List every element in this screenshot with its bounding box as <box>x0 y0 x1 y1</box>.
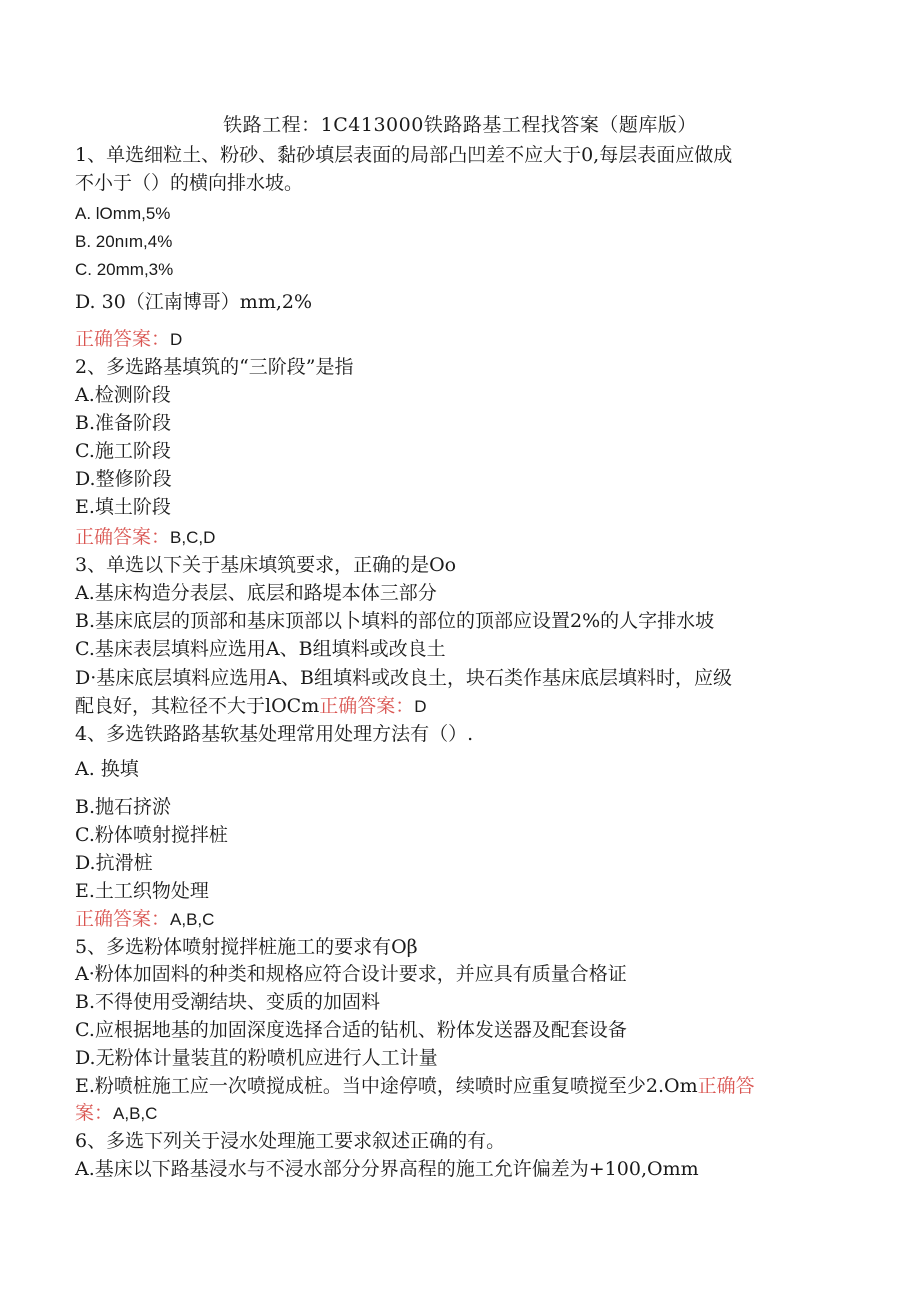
question-1-option-b: B. 20nım,4% <box>75 232 173 251</box>
question-2-answer <box>75 525 845 550</box>
question-4-stem: 4、多选铁路路基软基处理常用处理方法有（）. <box>75 723 474 745</box>
option-e-text: E.粉喷桩施工应一次喷搅成桩。当中途停喷，续喷时应重复喷搅至少2.Om <box>75 1075 698 1097</box>
question-3-option-c: C.基床表层填料应选用A、B组填料或改良土 <box>75 638 446 660</box>
question-5-option-b: B.不得使用受潮结块、变质的加固料 <box>75 991 381 1013</box>
question-4-option-c: C.粉体喷射搅拌桩 <box>75 824 228 846</box>
question-2-option-d: D.整修阶段 <box>75 468 172 490</box>
question-3-option-b: B.基床底层的顶部和基床顶部以卜填料的部位的顶部应设置2%的人字排水坡 <box>75 610 715 632</box>
question-2-stem: 2、多选路基填筑的“三阶段”是指 <box>75 356 354 378</box>
answer-label: 正确答案： <box>75 328 171 350</box>
question-1-stem-line-1: 1、单选细粒土、粉砂、黏砂填层表面的局部凸凹差不应大于0,每层表面应做成 <box>75 144 733 166</box>
answer-value: A,B,C <box>113 1104 158 1123</box>
question-4-answer <box>75 907 845 932</box>
question-5-answer <box>75 1101 845 1126</box>
answer-label: 正确答案： <box>75 526 171 548</box>
question-4-option-d: D.抗滑桩 <box>75 852 153 874</box>
question-2-option-b: B.准备阶段 <box>75 412 172 434</box>
answer-value: D <box>170 330 183 349</box>
answer-value: A,B,C <box>170 910 215 929</box>
answer-value: D <box>414 697 427 716</box>
answer-label-part-1: 正确答 <box>697 1075 755 1097</box>
answer-label-part-2: 案： <box>75 1102 114 1124</box>
question-6-option-a: A.基床以下路基浸水与不浸水部分分界高程的施工允许偏差为+100,Omm <box>75 1158 699 1180</box>
question-3-stem: 3、单选以下关于基床填筑要求，正确的是Oo <box>75 554 457 576</box>
question-2-option-c: C.施工阶段 <box>75 440 171 462</box>
question-1-option-a: A. lOmm,5% <box>75 204 171 223</box>
question-5-option-e <box>75 1074 845 1098</box>
question-4-option-b: B.抛石挤淤 <box>75 796 172 818</box>
question-5-option-c: C.应根据地基的加固深度选择合适的钻机、粉体发送器及配套设备 <box>75 1019 627 1041</box>
question-1-answer <box>75 327 845 352</box>
question-4-option-e: E.土工织物处理 <box>75 880 209 902</box>
answer-value: B,C,D <box>170 528 216 547</box>
question-1-stem-line-2: 不小于（）的横向排水坡。 <box>75 172 304 194</box>
question-5-option-d: D.无粉体计量装苴的粉喷机应进行人工计量 <box>75 1047 438 1069</box>
question-6-stem: 6、多选下列关于浸水处理施工要求叙述正确的有。 <box>75 1130 506 1152</box>
question-3-option-a: A.基床构造分表层、底层和路堤本体三部分 <box>75 582 437 604</box>
option-d-continuation: 配良好，其粒径不大于lOCm <box>75 695 320 717</box>
question-5-option-a: A·粉体加固料的种类和规格应符合设计要求，并应具有质量合格证 <box>75 963 627 985</box>
page-title: 铁路工程：1C413000铁路路基工程找答案（题库版） <box>223 114 697 136</box>
answer-label: 正确答案： <box>75 908 171 930</box>
question-2-option-a: A.检测阶段 <box>75 384 171 406</box>
question-1-option-c: C. 20mm,3% <box>75 260 174 279</box>
question-3-option-d: D·基床底层填料应选用A、B组填料或改良土，块石类作基床底层填料时，应级 <box>75 667 732 689</box>
question-4-option-a: A. 换填 <box>75 758 139 780</box>
question-2-option-e: E.填土阶段 <box>75 496 171 518</box>
answer-label: 正确答案： <box>319 695 415 717</box>
question-5-stem: 5、多选粉体喷射搅拌桩施工的要求有Oβ <box>75 936 418 958</box>
question-1-option-d: D. 30（江南博哥）mm,2% <box>75 291 313 313</box>
question-3-option-d-cont <box>75 694 845 719</box>
